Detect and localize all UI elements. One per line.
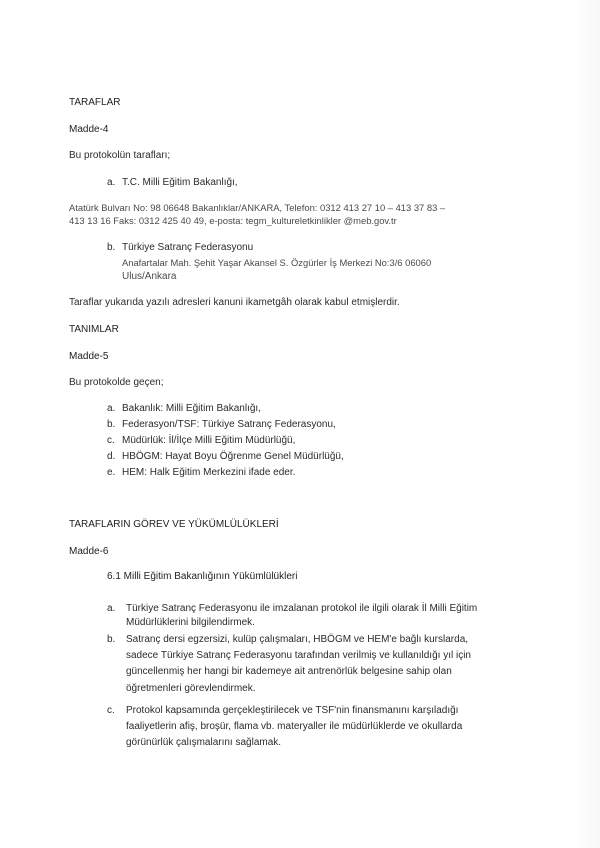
section-heading-taraflar: TARAFLAR [69,97,121,108]
article-label-madde-6: Madde-6 [69,546,109,557]
list-marker: d. [107,451,116,462]
article-label-madde-5: Madde-5 [69,351,109,362]
party-a-name: T.C. Milli Eğitim Bakanlığı, [122,177,238,188]
list-marker: c. [107,705,115,716]
list-marker: b. [107,419,116,430]
obligation-line: Müdürlüklerini bilgilendirmek. [126,617,255,628]
party-b-address-line1: Anafartalar Mah. Şehit Yaşar Akansel S. Özgürler İş Merkezi No:3/6 06060 [122,257,432,268]
article-label-madde-4: Madde-4 [69,124,109,135]
definition-item: Müdürlük: İl/İlçe Milli Eğitim Müdürlüğü, [122,435,296,446]
party-a-address-line2: 413 13 16 Faks: 0312 425 40 49, e-posta: tegm_kultureletkinlikler @meb.gov.tr [69,215,397,226]
section-heading-tanimlar: TANIMLAR [69,324,119,335]
obligation-line: Protokol kapsamında gerçekleştirilecek ve TSF'nin finansmanını karşıladığı [126,705,459,716]
section1-intro: Bu protokolün tarafları; [69,150,171,161]
scan-edge-shadow [576,0,600,848]
list-marker: a. [107,177,116,188]
obligation-line: Satranç dersi egzersizi, kulüp çalışmaları, HBÖGM ve HEM'e bağlı kurslarda, [126,634,469,645]
definition-item: Federasyon/TSF: Türkiye Satranç Federasyonu, [122,419,336,430]
section1-closing: Taraflar yukarıda yazılı adresleri kanuni ikametgâh olarak kabul etmişlerdir. [69,297,400,308]
obligation-line: Türkiye Satranç Federasyonu ile imzalanan protokol ile ilgili olarak İl Milli Eğitim [126,603,478,614]
list-marker: a. [107,603,116,614]
obligation-line: güncellenmiş her hangi bir kademeye ait antrenörlük belgesine sahip olan [126,666,452,677]
list-marker: a. [107,403,116,414]
obligation-line: görünürlük çalışmalarını sağlamak. [126,737,282,748]
obligation-line: sadece Türkiye Satranç Federasyonu tarafından verilmiş ve kullanıldığı yıl için [126,650,471,661]
definition-item: Bakanlık: Milli Eğitim Bakanlığı, [122,403,261,414]
list-marker: b. [107,634,116,645]
party-b-name: Türkiye Satranç Federasyonu [122,242,254,253]
definition-item: HBÖGM: Hayat Boyu Öğrenme Genel Müdürlüğü, [122,451,344,462]
obligation-line: öğretmenleri görevlendirmek. [126,683,256,694]
section-heading-gorev-ve-yukumlulukler: TARAFLARIN GÖREV VE YÜKÜMLÜLÜKLERİ [69,519,279,530]
party-b-address-line2: Ulus/Ankara [122,271,177,282]
list-marker: c. [107,435,115,446]
party-a-address-line1: Atatürk Bulvarı No: 98 06648 Bakanlıklar/ANKARA, Telefon: 0312 413 27 10 – 413 37 83 – [69,202,446,213]
list-marker: b. [107,242,116,253]
list-marker: e. [107,467,116,478]
subsection-heading-6-1: 6.1 Milli Eğitim Bakanlığının Yükümlülükleri [107,571,298,582]
definition-item: HEM: Halk Eğitim Merkezini ifade eder. [122,467,296,478]
obligation-line: faaliyetlerin afiş, broşür, flama vb. materyaller ile müdürlüklerde ve okullarda [126,721,463,732]
section2-intro: Bu protokolde geçen; [69,377,164,388]
